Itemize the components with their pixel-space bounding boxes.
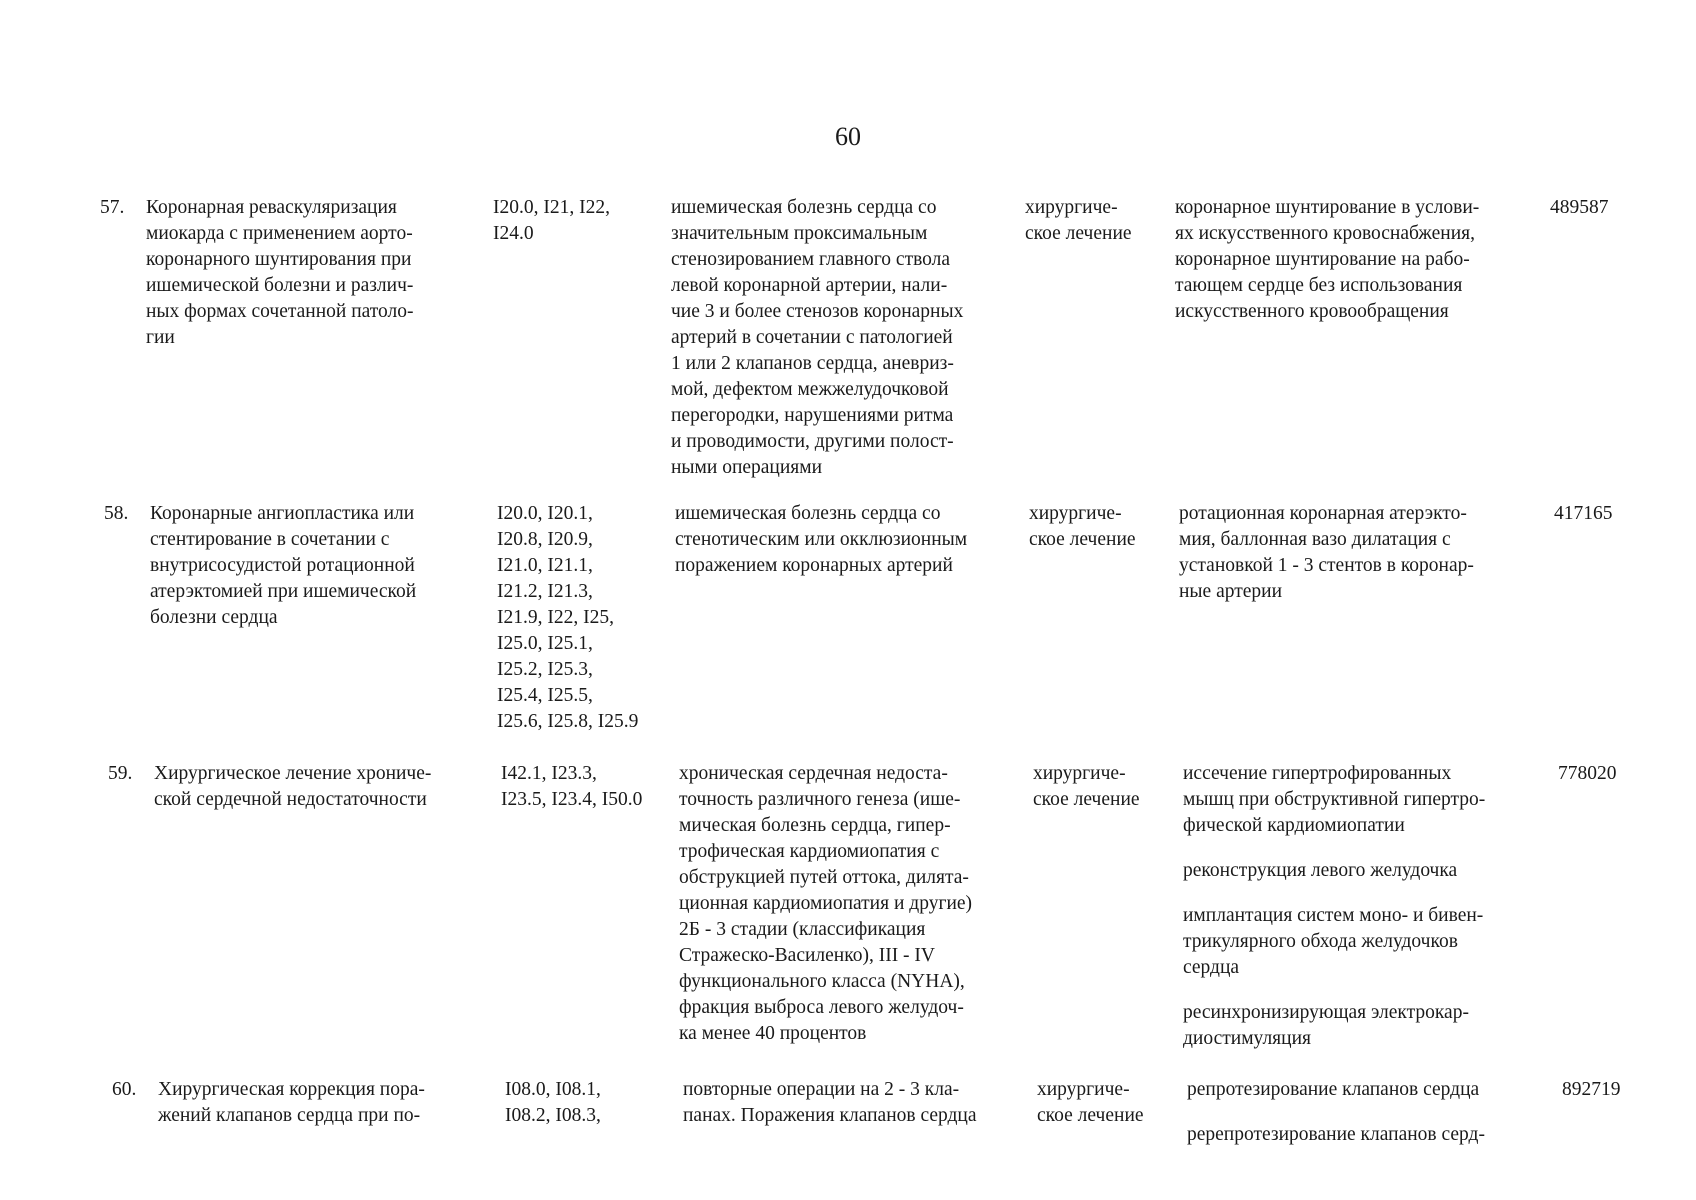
treatment-method [1175,195,1542,325]
row-number: 58. [104,503,129,524]
patient-model-line: трофическая кардиомиопатия с [679,841,940,862]
patient-model-line: мическая болезнь сердца, гипер- [679,815,951,836]
treatment-method-line: тающем сердце без использования [1175,275,1463,296]
icd-codes-line: I20.0, I21, I22, [493,197,610,218]
treatment-method-line: коронарное шунтирование на рабо- [1175,249,1470,270]
table-row [100,195,1630,478]
treatment-method-line: коронарное шунтирование в услови- [1175,197,1480,218]
row-number: 60. [112,1079,137,1100]
icd-codes [493,195,671,247]
page-number: 60 [835,122,861,151]
icd-codes [505,1077,683,1129]
treatment-method-line: диостимуляция [1183,1028,1311,1049]
care-type-name-line: Коронарная реваскуляризация [146,197,397,218]
treatment-method-line: иссечение гипертрофированных [1183,763,1452,784]
treatment-method-line: установкой 1 - 3 стентов в коронар- [1179,555,1474,576]
row-cells [112,1077,1630,1148]
patient-model-line: фракция выброса левого желудоч- [679,997,964,1018]
treatment-type [1029,501,1179,553]
patient-model [675,501,1029,579]
icd-codes-line: I21.2, I21.3, [497,581,593,602]
icd-codes-line: I23.5, I23.4, I50.0 [501,789,643,810]
patient-model-line: ционная кардиомиопатия и другие) [679,893,973,914]
icd-codes-line: I20.0, I20.1, [497,503,593,524]
treatment-method-line: мия, баллонная вазо дилатация с [1179,529,1451,550]
icd-codes-line: I25.0, I25.1, [497,633,593,654]
patient-model-line: и проводимости, другими полост- [671,431,954,452]
treatment-type-line: хирургиче- [1033,763,1126,784]
patient-model-line: ишемическая болезнь сердца со [675,503,941,524]
treatment-method-line: ререпротезирование клапанов серд- [1187,1124,1485,1145]
patient-model-line: чие 3 и более стенозов коронарных [671,301,964,322]
icd-codes [501,761,679,813]
treatment-method-line: ресинхронизирующая электрокар- [1183,1002,1469,1023]
treatment-methods [1175,195,1550,325]
treatment-method [1179,501,1546,605]
care-type-name [158,1077,505,1129]
patient-model-line: панах. Поражения клапанов сердца [683,1105,977,1126]
icd-codes-line: I42.1, I23.3, [501,763,597,784]
care-type-name [146,195,493,351]
treatment-method-line: искусственного кровообращения [1175,301,1449,322]
row-number: 57. [100,197,125,218]
care-type-name-line: Хирургическая коррекция пора- [158,1079,425,1100]
patient-model-line: 2Б - 3 стадии (классификация [679,919,926,940]
treatment-type [1037,1077,1187,1129]
treatment-method [1187,1077,1554,1103]
patient-model-line: перегородки, нарушениями ритма [671,405,954,426]
care-type-name-line: ных формах сочетанной патоло- [146,301,414,322]
patient-model-line: мой, дефектом межжелудочковой [671,379,949,400]
icd-codes-line: I25.6, I25.8, I25.9 [497,711,639,732]
care-type-name-line: атерэктомией при ишемической [150,581,417,602]
standard-cost: 417165 [1554,503,1613,524]
treatment-method [1187,1122,1554,1148]
care-type-name-line: стентирование в сочетании с [150,529,390,550]
patient-model-line: повторные операции на 2 - 3 кла- [683,1079,960,1100]
care-type-name-line: ской сердечной недостаточности [154,789,427,810]
treatment-method-line: трикулярного обхода желудочков [1183,931,1458,952]
patient-model-line: стенотическим или окклюзионным [675,529,968,550]
treatment-type-line: ское лечение [1029,529,1136,550]
patient-model-line: ными операциями [671,457,823,478]
treatment-method [1183,903,1550,981]
standard-cost: 778020 [1558,763,1617,784]
care-type-name [150,501,497,631]
treatment-method [1183,1000,1550,1052]
icd-codes-line: I25.2, I25.3, [497,659,593,680]
row-cells [108,761,1630,1052]
care-type-name-line: миокарда с применением аорто- [146,223,413,244]
standard-cost: 892719 [1562,1079,1621,1100]
treatment-type-line: ское лечение [1037,1105,1144,1126]
treatment-type-line: хирургиче- [1025,197,1118,218]
icd-codes-line: I24.0 [493,223,534,244]
icd-codes-line: I08.2, I08.3, [505,1105,601,1126]
treatment-method-line: фической кардиомиопатии [1183,815,1405,836]
row-cells [100,195,1630,481]
treatment-method-line: репротезирование клапанов сердца [1187,1079,1480,1100]
treatment-method-line: ные артерии [1179,581,1283,602]
patient-model [683,1077,1037,1129]
patient-model-line: стенозированием главного ствола [671,249,951,270]
treatment-method [1183,761,1550,839]
care-type-name-line: ишемической болезни и различ- [146,275,414,296]
care-types-table [100,195,1630,1147]
treatment-method-line: ротационная коронарная атерэкто- [1179,503,1467,524]
icd-codes-line: I25.4, I25.5, [497,685,593,706]
icd-codes-line: I21.9, I22, I25, [497,607,614,628]
patient-model-line: значительным проксимальным [671,223,928,244]
treatment-method-line: сердца [1183,957,1240,978]
treatment-method-line: реконструкция левого желудочка [1183,860,1458,881]
treatment-method-line: ях искусственного кровоснабжения, [1175,223,1476,244]
treatment-type-line: ское лечение [1025,223,1132,244]
table-row [100,1077,1630,1147]
patient-model [671,195,1025,481]
patient-model-line: обструкцией путей оттока, дилята- [679,867,969,888]
treatment-type [1025,195,1175,247]
patient-model-line: функционального класса (NYHA), [679,971,965,992]
care-type-name [154,761,501,813]
patient-model-line: поражением коронарных артерий [675,555,953,576]
patient-model-line: ишемическая болезнь сердца со [671,197,937,218]
icd-codes-line: I20.8, I20.9, [497,529,593,550]
treatment-methods [1187,1077,1562,1148]
icd-codes-line: I21.0, I21.1, [497,555,593,576]
row-cells [104,501,1630,735]
row-number: 59. [108,763,133,784]
patient-model-line: точность различного генеза (ише- [679,789,961,810]
treatment-type-line: ское лечение [1033,789,1140,810]
treatment-method [1183,858,1550,884]
table-row [100,761,1630,1049]
icd-codes [497,501,675,735]
care-type-name-line: коронарного шунтирования при [146,249,412,270]
patient-model-line: ка менее 40 процентов [679,1023,867,1044]
patient-model-line: 1 или 2 клапанов сердца, аневриз- [671,353,954,374]
care-type-name-line: Хирургическое лечение хрониче- [154,763,432,784]
care-type-name-line: болезни сердца [150,607,278,628]
treatment-methods [1183,761,1558,1052]
treatment-method-line: мышц при обструктивной гипертро- [1183,789,1486,810]
care-type-name-line: гии [146,327,175,348]
care-type-name-line: Коронарные ангиопластика или [150,503,415,524]
patient-model-line: Стражеско-Василенко), III - IV [679,945,936,966]
standard-cost: 489587 [1550,197,1609,218]
treatment-type-line: хирургиче- [1029,503,1122,524]
icd-codes-line: I08.0, I08.1, [505,1079,601,1100]
patient-model [679,761,1033,1047]
treatment-type-line: хирургиче- [1037,1079,1130,1100]
care-type-name-line: жений клапанов сердца при по- [158,1105,421,1126]
table-row [100,501,1630,733]
patient-model-line: левой коронарной артерии, нали- [671,275,948,296]
care-type-name-line: внутрисосудистой ротационной [150,555,415,576]
treatment-methods [1179,501,1554,605]
treatment-method-line: имплантация систем моно- и бивен- [1183,905,1484,926]
treatment-type [1033,761,1183,813]
patient-model-line: артерий в сочетании с патологией [671,327,953,348]
patient-model-line: хроническая сердечная недоста- [679,763,948,784]
